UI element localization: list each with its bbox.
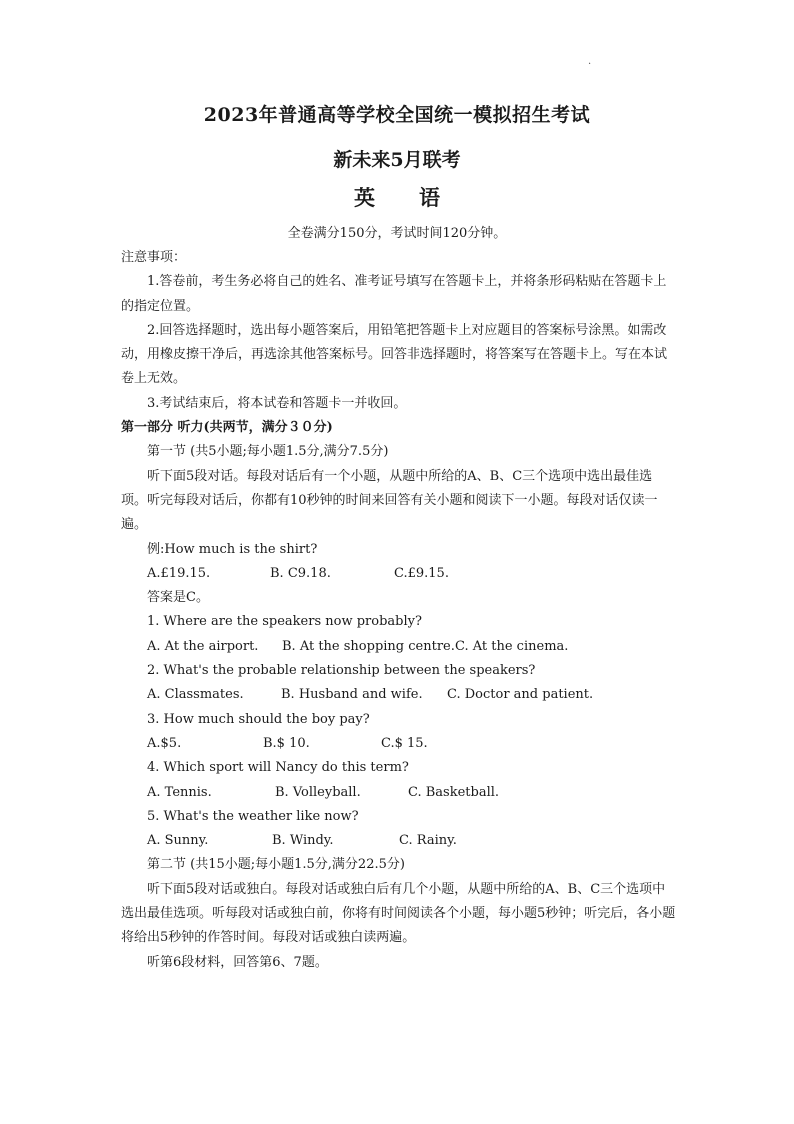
notice-item-3: 3.考试结束后，将本试卷和答题卡一并收回。	[147, 395, 407, 411]
option-a: A. Classmates.	[147, 687, 244, 703]
section1-heading: 第一节 (共5小题;每小题1.5分,满分7.5分)	[147, 444, 389, 460]
option-b: B.$ 10.	[263, 735, 310, 751]
option-a: A.$5.	[147, 735, 182, 751]
option-c: C.£9.15.	[394, 565, 449, 581]
subject-title	[0, 182, 794, 212]
exam-subtitle: 新未来5月联考	[333, 149, 461, 171]
question-1: 1. Where are the speakers now probably?	[147, 614, 422, 630]
example-options	[121, 562, 677, 586]
part1-heading: 第一部分 听力(共两节，满分３０分)	[121, 420, 333, 436]
notice-item-1: 1.答卷前，考生务必将自己的姓名、准考证号填写在答题卡上，并将条形码粘贴在答题卡上的指定位置。	[121, 274, 667, 314]
exam-title: 2023年普通高等学校全国统一模拟招生考试	[203, 104, 591, 126]
option-c: C. Doctor and patient.	[447, 687, 594, 703]
option-b: B. Windy.	[272, 833, 334, 849]
section2-instructions: 听下面5段对话或独白。每段对话或独白后有几个小题，从题中所给的A、B、C三个选项中选出最佳选项。听每段对话或独白前，你将有时间阅读各个小题，每小题5秒钟；听完后，各小题将给出5秒钟的作答时间。每段对话或独白读两遍。	[121, 881, 676, 946]
option-b: B. Volleyball.	[275, 784, 361, 800]
question-5-options	[121, 829, 677, 853]
question-2-options	[121, 683, 677, 707]
question-4-options	[121, 781, 677, 805]
question-2: 2. What's the probable relationship between the speakers?	[147, 663, 536, 679]
section2-heading: 第二节 (共15小题;每小题1.5分,满分22.5分)	[147, 857, 405, 873]
option-c: C. Basketball.	[408, 784, 500, 800]
question-1-options	[121, 635, 677, 659]
option-b: B. C9.18.	[270, 565, 331, 581]
option-a: A. Tennis.	[147, 784, 212, 800]
option-b: B. Husband and wife.	[281, 687, 423, 703]
option-a: A.£19.15.	[147, 565, 211, 581]
example-answer: 答案是C。	[147, 590, 209, 606]
option-c: C. Rainy.	[399, 833, 457, 849]
material-note: 听第6段材料，回答第6、7题。	[147, 954, 328, 970]
option-a: A. Sunny.	[147, 833, 209, 849]
section1-instructions: 听下面5段对话。每段对话后有一个小题，从题中所给的A、B、C三个选项中选出最佳选项。听完每段对话后，你都有10秒钟的时间来回答有关小题和阅读下一小题。每段对话仅读一遍。	[121, 468, 658, 533]
subject-char-2: 语	[419, 185, 440, 210]
option-c: C. At the cinema.	[455, 638, 569, 654]
question-3: 3. How much should the boy pay?	[147, 711, 370, 727]
notice-heading: 注意事项：	[121, 250, 187, 265]
question-5: 5. What's the weather like now?	[147, 808, 359, 824]
option-b: B. At the shopping centre.	[282, 638, 455, 654]
corner-mark: .	[588, 56, 592, 67]
exam-body	[121, 246, 677, 975]
notice-item-2: 2.回答选择题时，选出每小题答案后，用铅笔把答题卡上对应题目的答案标号涂黑。如需改动，用橡皮擦干净后，再选涂其他答案标号。回答非选择题时，将答案写在答题卡上。写在本试卷上无效。	[121, 322, 668, 387]
exam-info: 全卷满分150分，考试时间120分钟。	[287, 226, 507, 241]
subject-char-1: 英	[354, 185, 375, 210]
example-question: 例:How much is the shirt?	[147, 541, 318, 557]
option-c: C.$ 15.	[381, 735, 428, 751]
question-4: 4. Which sport will Nancy do this term?	[147, 760, 409, 776]
option-a: A. At the airport.	[147, 638, 259, 654]
question-3-options	[121, 732, 677, 756]
